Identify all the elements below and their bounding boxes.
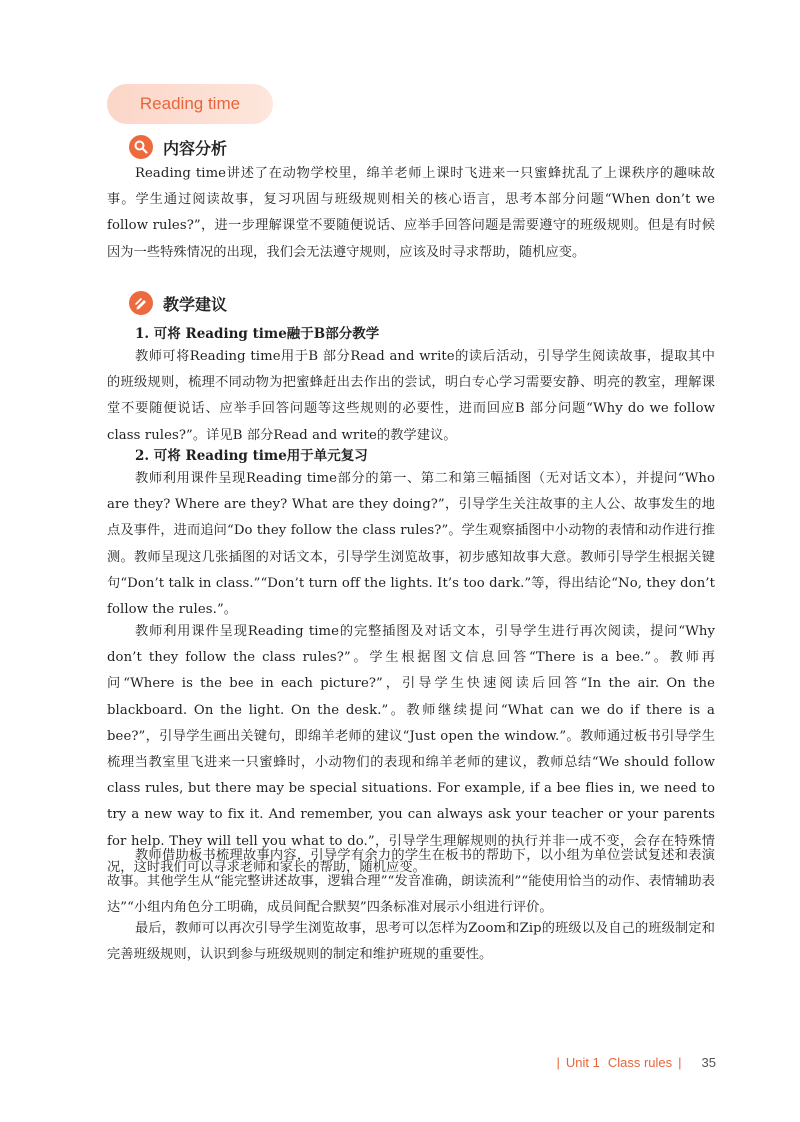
teaching-paragraph-4: 教师借助板书梳理故事内容，引导学有余力的学生在板书的帮助下，以小组为单位尝试复述和表演故事。其他学生从“能完整讲述故事，逻辑合理”“发音准确，朗读流利”“能使用恰当的动作、表情辅助表达”“小组内角色分工明确，成员间配合默契”四条标准对展示小组进行评价。: [107, 848, 715, 916]
page-footer: [550, 1055, 716, 1070]
search-icon: [129, 135, 153, 159]
subheading-2: 2. 可将 Reading time用于单元复习: [135, 448, 368, 464]
content-analysis-heading: [129, 134, 227, 160]
footer-unit: Unit 1: [565, 1055, 600, 1070]
content-analysis-title: 内容分析: [163, 138, 228, 158]
page-number: 35: [701, 1055, 716, 1070]
teaching-paragraph-2: 教师利用课件呈现Reading time部分的第一、第二和第三幅插图（无对话文本），并提问“Who are they? Where are they? What are they doing?”，引导学生关注故事的主人公、故事发生的地点及事件，进而追问“Do they follow the class rules?”。学生观察插图中小动物的表情和动作进行推测。教师呈现这几张插图的对话文本，引导学生浏览故事，初步感知故事大意。教师引导学生根据关键句“Don’t talk in class.”“Don’t turn off the lights. It’s too dark.”等，得出结论“No, they don’t follow the rules.”。: [107, 471, 715, 618]
teaching-paragraph-3: 教师利用课件呈现Reading time的完整插图及对话文本，引导学生进行再次阅读，提问“Why don’t they follow the class rules?”。学生根据图文信息回答“There is a bee.”。教师再问“Where is the bee in each picture?”，引导学生快速阅读后回答“In the air. On the blackboard. On the light. On the desk.”。教师继续提问“What can we do if there is a bee?”，引导学生画出关键句，即绵羊老师的建议“Just open the window.”。教师通过板书引导学生梳理当教室里飞进来一只蜜蜂时，小动物们的表现和绵羊老师的建议，教师总结“We should follow class rules, but there may be special situations. For example, if a bee flies in, we need to try a new way to fix it. And remember, you can always ask your teacher or your parents for help. They will tell you what to do.”，引导学生理解规则的执行并非一成不变，会存在特殊情况，这时我们可以寻求老师和家长的帮助，随机应变。: [107, 624, 715, 875]
teaching-paragraph-1: 教师可将Reading time用于B 部分Read and write的读后活动，引导学生阅读故事，提取其中的班级规则，梳理不同动物为把蜜蜂赶出去作出的尝试，明白专心学习需要安静、明亮的教室，理解课堂不要随便说话、应举手回答问题等这些规则的必要性，进而回应B 部分问题“Why do we follow class rules?”。详见B 部分Read and write的教学建议。: [107, 349, 715, 443]
teaching-paragraph-5: 最后，教师可以再次引导学生浏览故事，思考可以怎样为Zoom和Zip的班级以及自己的班级制定和完善班级规则，认识到参与班级规则的制定和维护班规的重要性。: [107, 921, 715, 963]
reading-time-label: Reading time: [139, 94, 241, 113]
content-analysis-paragraph: Reading time讲述了在动物学校里，绵羊老师上课时飞进来一只蜜蜂扰乱了上课秩序的趣味故事。学生通过阅读故事，复习巩固与班级规则相关的核心语言，思考本部分问题“When don’t we follow rules?”，进一步理解课堂不要随便说话、应举手回答问题是需要遵守的班级规则。但是有时候因为一些特殊情况的出现，我们会无法遵守规则，应该及时寻求帮助，随机应变。: [107, 166, 715, 260]
reading-time-pill: [107, 84, 273, 124]
pencil-icon: [129, 291, 153, 315]
footer-separator: |: [678, 1055, 682, 1070]
teaching-suggestion-title: 教学建议: [163, 294, 228, 314]
subheading-1: 1. 可将 Reading time融于B部分教学: [135, 326, 380, 342]
footer-topic: Class rules: [607, 1055, 673, 1070]
teaching-suggestion-heading: [129, 290, 227, 316]
footer-separator: |: [556, 1055, 560, 1070]
